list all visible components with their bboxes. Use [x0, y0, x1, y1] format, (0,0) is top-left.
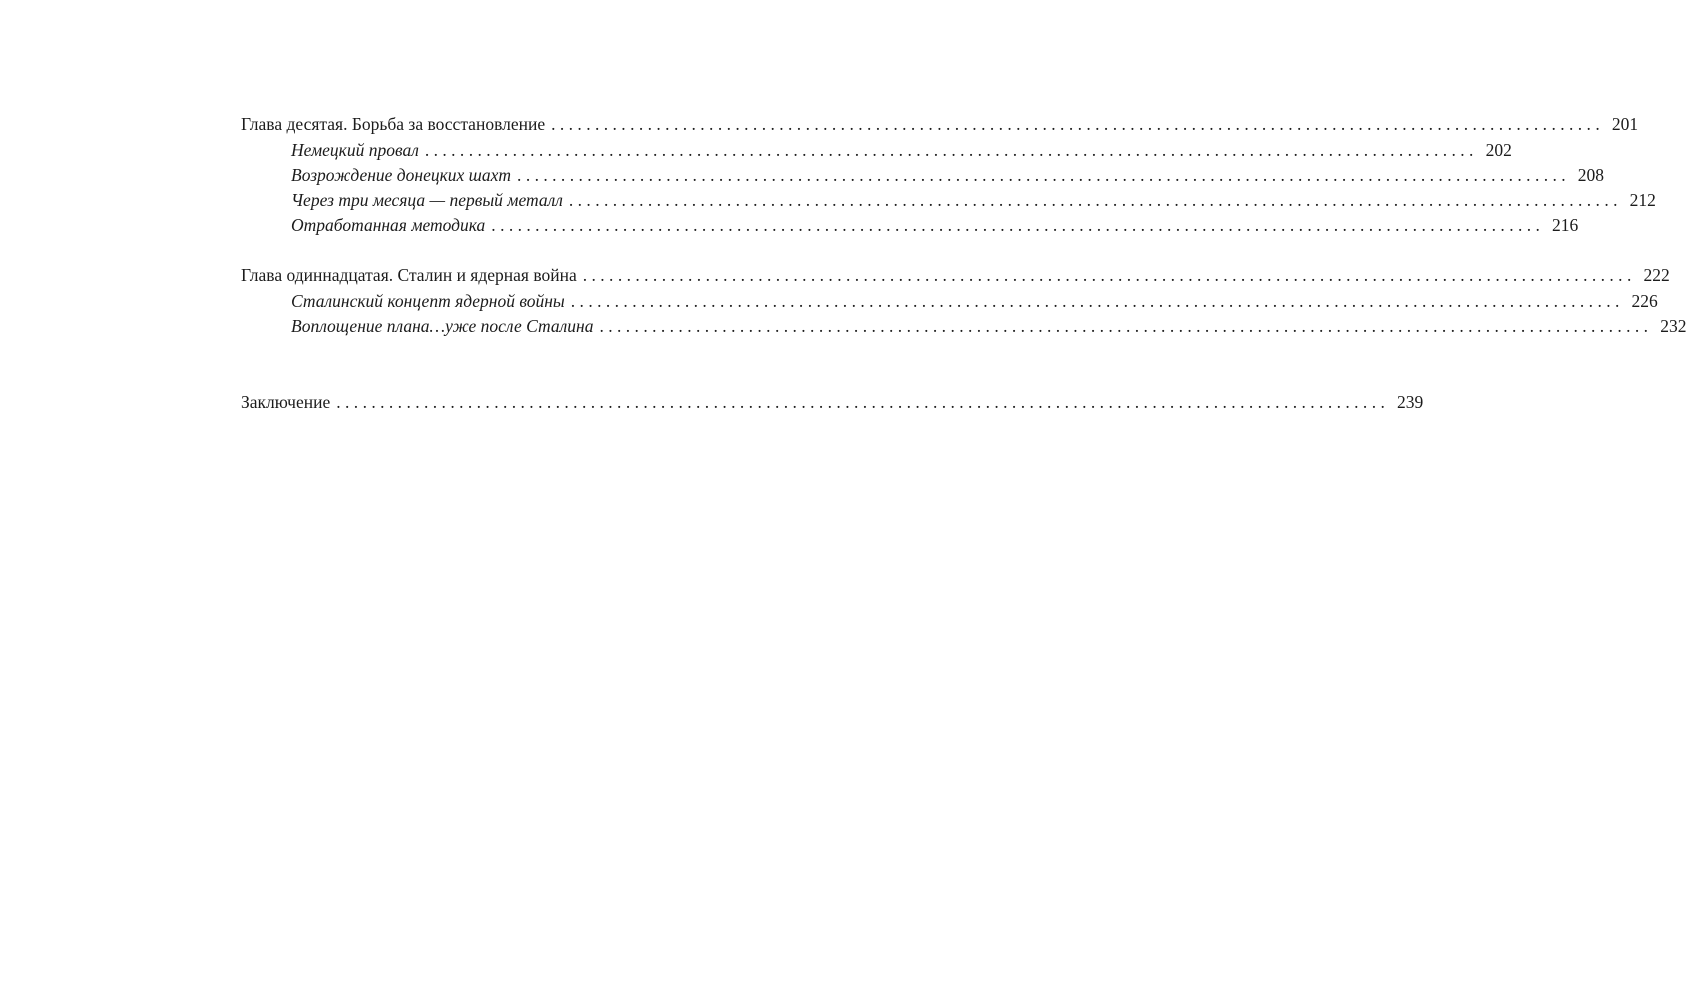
dot-leader: ........................................................................................................................ — [568, 190, 1622, 210]
toc-entry-conclusion — [241, 389, 1424, 415]
toc-entry-title: Глава одиннадцатая. Сталин и ядерная война — [241, 265, 577, 285]
dot-leader: ........................................................................................................................ — [551, 114, 1605, 134]
toc-entry-chapter-11 — [241, 262, 1670, 288]
toc-entry-title: Немецкий провал — [291, 140, 419, 160]
dot-leader: ........................................................................................................................ — [424, 140, 1478, 160]
dot-leader: ........................................................................................................................ — [336, 392, 1390, 412]
toc-entry-page-number: 216 — [1552, 215, 1579, 235]
toc-entry-title: Заключение — [241, 392, 331, 412]
toc-entry-section — [291, 187, 1656, 213]
toc-entry-page-number: 208 — [1577, 165, 1605, 185]
toc-entry-page-number: 232 — [1660, 316, 1686, 336]
toc-entry-title: Отработанная методика — [291, 215, 486, 235]
dot-leader: ........................................................................................................................ — [582, 265, 1636, 285]
toc-entry-title: Воплощение плана…уже после Сталина — [291, 316, 594, 336]
toc-entry-title: Через три месяца — первый металл — [291, 190, 563, 210]
toc-entry-title: Сталинский концепт ядерной войны — [291, 291, 565, 311]
toc-entry-page-number: 201 — [1611, 114, 1639, 134]
toc-entry-page-number: 239 — [1397, 392, 1424, 412]
toc-entry-page-number: 226 — [1631, 291, 1658, 311]
toc-entry-section — [291, 313, 1686, 339]
toc-entry-page-number: 222 — [1643, 265, 1670, 285]
dot-leader: ........................................................................................................................ — [599, 316, 1653, 336]
dot-leader: ........................................................................................................................ — [491, 215, 1545, 235]
dot-leader: ........................................................................................................................ — [570, 291, 1624, 311]
toc-entry-section — [291, 288, 1658, 314]
toc-entry-section — [291, 162, 1605, 188]
toc-entry-page-number: 212 — [1629, 190, 1656, 210]
toc-entry-title: Глава десятая. Борьба за восстановление — [241, 114, 546, 134]
toc-entry-page-number: 202 — [1485, 140, 1512, 160]
dot-leader: ........................................................................................................................ — [517, 165, 1571, 185]
toc-entry-title: Возрождение донецких шахт — [291, 165, 512, 185]
toc-entry-section — [291, 137, 1512, 163]
toc-entry-section — [291, 212, 1579, 238]
toc-entry-chapter-10 — [241, 111, 1639, 137]
